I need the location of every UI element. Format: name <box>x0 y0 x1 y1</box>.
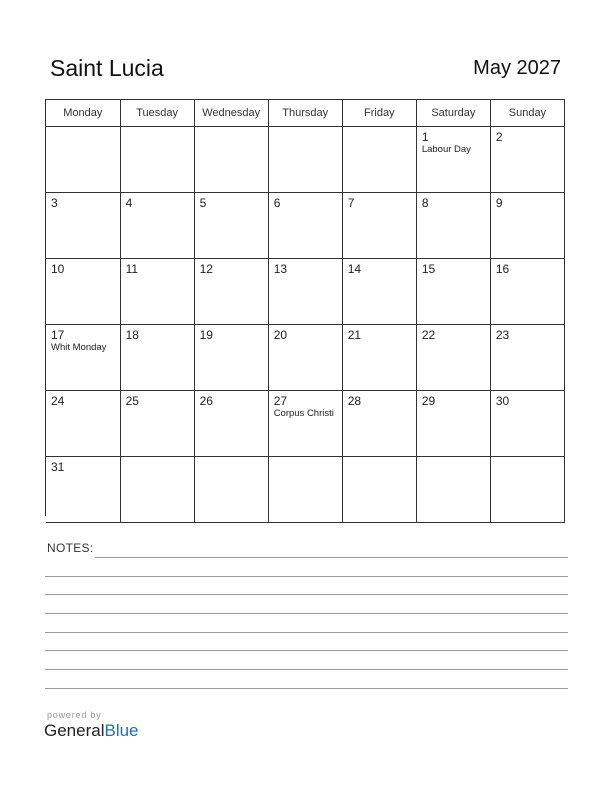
holiday-label: Labour Day <box>421 144 471 155</box>
day-cell <box>120 325 194 391</box>
day-cell <box>194 457 268 523</box>
day-cell <box>416 391 490 457</box>
day-number: 21 <box>347 328 362 342</box>
day-cell <box>268 259 342 325</box>
day-cell <box>46 457 120 523</box>
day-number: 4 <box>125 196 133 210</box>
week-row <box>46 325 565 391</box>
day-cell <box>194 391 268 457</box>
day-number: 10 <box>51 262 65 276</box>
day-cell <box>490 127 564 193</box>
day-number: 9 <box>495 196 503 210</box>
day-cell <box>268 457 342 523</box>
day-cell <box>268 127 342 193</box>
week-row <box>46 127 565 193</box>
note-line <box>45 613 568 614</box>
calendar-grid <box>45 99 565 516</box>
day-cell <box>342 127 416 193</box>
day-cell <box>416 193 490 259</box>
day-number: 30 <box>495 394 510 408</box>
day-cell <box>46 259 120 325</box>
day-number: 3 <box>51 196 58 210</box>
day-number: 2 <box>495 130 503 144</box>
day-number: 13 <box>273 262 288 276</box>
day-cell <box>490 259 564 325</box>
day-number: 11 <box>125 262 139 276</box>
day-cell <box>120 193 194 259</box>
day-cell <box>46 325 120 391</box>
day-cell <box>416 457 490 523</box>
weekday-friday: Friday <box>342 100 416 127</box>
note-line <box>45 650 568 651</box>
day-cell <box>268 391 342 457</box>
holiday-label: Corpus Christi <box>273 408 334 419</box>
day-cell <box>268 325 342 391</box>
day-cell <box>120 127 194 193</box>
day-number: 16 <box>495 262 510 276</box>
day-number: 14 <box>347 262 362 276</box>
day-number: 22 <box>421 328 436 342</box>
day-cell <box>194 259 268 325</box>
week-row <box>46 259 565 325</box>
day-number: 6 <box>273 196 281 210</box>
day-cell <box>342 259 416 325</box>
day-number: 12 <box>199 262 213 276</box>
day-number: 31 <box>51 460 65 474</box>
brand-logo[interactable] <box>44 721 139 741</box>
day-number: 28 <box>347 394 362 408</box>
day-cell <box>46 391 120 457</box>
day-number: 5 <box>199 196 207 210</box>
day-number: 26 <box>199 394 213 408</box>
day-cell <box>490 193 564 259</box>
day-cell <box>342 325 416 391</box>
notes-label: NOTES: <box>47 541 94 555</box>
day-cell <box>490 391 564 457</box>
day-cell <box>342 391 416 457</box>
month-title: May 2027 <box>473 57 561 79</box>
day-number: 1 <box>421 130 429 144</box>
day-number: 7 <box>347 196 355 210</box>
note-line <box>45 688 568 689</box>
note-line <box>45 669 568 670</box>
week-row <box>46 391 565 457</box>
weekday-wednesday: Wednesday <box>194 100 268 127</box>
day-number: 24 <box>51 394 65 408</box>
week-row <box>46 457 565 523</box>
day-number: 18 <box>125 328 139 342</box>
day-cell <box>416 259 490 325</box>
weekday-header-row <box>46 100 565 127</box>
weekday-monday: Monday <box>46 100 120 127</box>
powered-by-text: powered by <box>47 710 102 720</box>
day-cell <box>120 391 194 457</box>
weekday-sunday: Sunday <box>490 100 564 127</box>
day-cell <box>194 193 268 259</box>
day-cell <box>194 325 268 391</box>
day-number: 20 <box>273 328 288 342</box>
day-number: 19 <box>199 328 213 342</box>
week-row <box>46 193 565 259</box>
country-title: Saint Lucia <box>50 55 164 81</box>
brand-blue: Blue <box>104 721 139 740</box>
holiday-label: Whit Monday <box>51 342 107 353</box>
note-line <box>95 557 568 558</box>
day-number: 8 <box>421 196 429 210</box>
day-cell <box>120 259 194 325</box>
day-cell <box>194 127 268 193</box>
note-line <box>45 594 568 595</box>
day-cell <box>120 457 194 523</box>
weekday-saturday: Saturday <box>416 100 490 127</box>
note-line <box>45 632 568 633</box>
day-number: 25 <box>125 394 139 408</box>
weekday-thursday: Thursday <box>268 100 342 127</box>
day-number: 15 <box>421 262 436 276</box>
day-number: 23 <box>495 328 510 342</box>
day-cell <box>490 325 564 391</box>
brand-general: General <box>44 721 105 740</box>
day-number: 29 <box>421 394 436 408</box>
day-number: 17 <box>51 328 65 342</box>
day-cell <box>46 193 120 259</box>
day-cell <box>268 193 342 259</box>
day-cell <box>416 127 490 193</box>
day-number: 27 <box>273 394 288 408</box>
day-cell <box>490 457 564 523</box>
weekday-tuesday: Tuesday <box>120 100 194 127</box>
note-line <box>45 576 568 577</box>
day-cell <box>46 127 120 193</box>
day-cell <box>342 457 416 523</box>
day-cell <box>342 193 416 259</box>
day-cell <box>416 325 490 391</box>
